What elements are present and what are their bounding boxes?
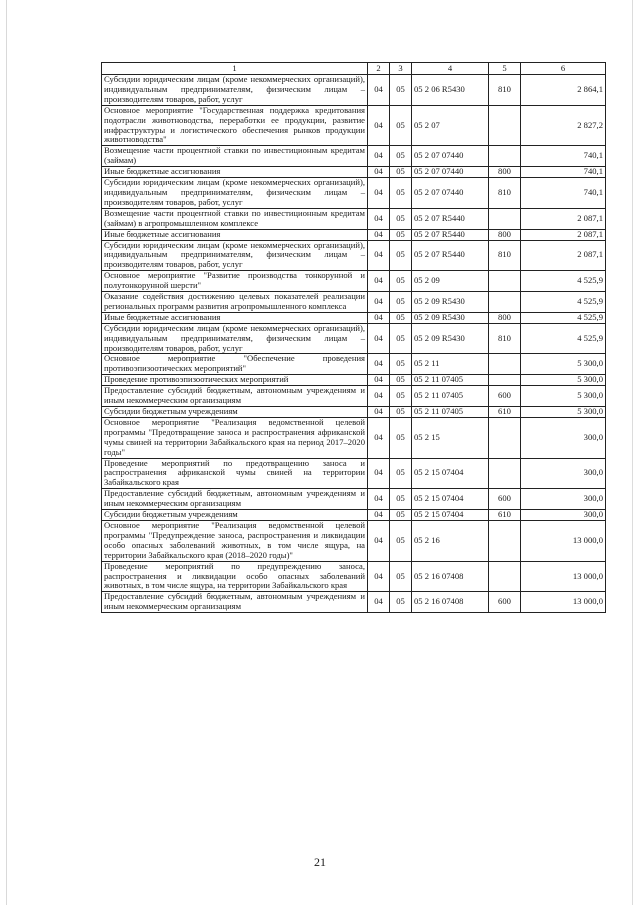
cell-expense-type — [489, 292, 521, 313]
cell-name: Предоставление субсидий бюджетным, автономным учреждениям и иным некоммерческим организациям — [102, 592, 368, 613]
cell-amount: 300,0 — [521, 417, 606, 458]
cell-subsection: 05 — [390, 229, 412, 240]
table-row — [102, 240, 606, 271]
cell-section: 04 — [368, 271, 390, 292]
cell-subsection: 05 — [390, 407, 412, 418]
cell-target-article: 05 2 07 R5440 — [412, 208, 489, 229]
cell-section: 04 — [368, 386, 390, 407]
cell-name: Предоставление субсидий бюджетным, автономным учреждениям и иным некоммерческим организациям — [102, 386, 368, 407]
table-row — [102, 510, 606, 521]
cell-target-article: 05 2 15 07404 — [412, 489, 489, 510]
cell-subsection: 05 — [390, 146, 412, 167]
cell-amount: 13 000,0 — [521, 561, 606, 592]
cell-name: Проведение противоэпизоотических мероприятий — [102, 375, 368, 386]
cell-name: Субсидии юридическим лицам (кроме некоммерческих организаций), индивидуальным предпринимателям, физическим лицам – производителям товаров, работ, услуг — [102, 75, 368, 106]
table-row — [102, 312, 606, 323]
cell-name: Иные бюджетные ассигнования — [102, 167, 368, 178]
cell-subsection: 05 — [390, 510, 412, 521]
table-row — [102, 229, 606, 240]
cell-amount: 300,0 — [521, 510, 606, 521]
cell-subsection: 05 — [390, 105, 412, 146]
cell-name: Основное мероприятие "Государственная поддержка кредитования подотрасли животноводства, переработки ее продукции, развитие инфраструктуры и логистического обеспечения рынков продукции животноводства" — [102, 105, 368, 146]
cell-amount: 740,1 — [521, 167, 606, 178]
cell-amount: 13 000,0 — [521, 592, 606, 613]
cell-section: 04 — [368, 229, 390, 240]
table-header — [102, 63, 606, 75]
header-col-6: 6 — [521, 63, 606, 75]
table-row — [102, 561, 606, 592]
cell-name: Основное мероприятие "Развитие производства тонкорунной и полутонкорунной шерсти" — [102, 271, 368, 292]
header-col-4: 4 — [412, 63, 489, 75]
cell-target-article: 05 2 15 — [412, 417, 489, 458]
cell-subsection: 05 — [390, 167, 412, 178]
cell-section: 04 — [368, 178, 390, 209]
cell-expense-type — [489, 417, 521, 458]
cell-subsection: 05 — [390, 386, 412, 407]
header-row — [102, 63, 606, 75]
cell-expense-type: 600 — [489, 489, 521, 510]
cell-expense-type: 810 — [489, 178, 521, 209]
cell-amount: 300,0 — [521, 489, 606, 510]
cell-amount: 740,1 — [521, 146, 606, 167]
cell-target-article: 05 2 07 07440 — [412, 167, 489, 178]
cell-subsection: 05 — [390, 489, 412, 510]
cell-expense-type — [489, 208, 521, 229]
cell-expense-type: 810 — [489, 75, 521, 106]
header-col-1: 1 — [102, 63, 368, 75]
cell-amount: 2 087,1 — [521, 229, 606, 240]
table-row — [102, 592, 606, 613]
cell-name: Основное мероприятие "Реализация ведомственной целевой программы "Предотвращение заноса и распространения африканской чумы свиней на территории Забайкальского края на период 2017–2020 годы" — [102, 417, 368, 458]
cell-section: 04 — [368, 489, 390, 510]
cell-subsection: 05 — [390, 271, 412, 292]
cell-expense-type: 610 — [489, 407, 521, 418]
cell-expense-type: 600 — [489, 592, 521, 613]
cell-subsection: 05 — [390, 354, 412, 375]
table-row — [102, 167, 606, 178]
table-row — [102, 146, 606, 167]
cell-section: 04 — [368, 146, 390, 167]
cell-subsection: 05 — [390, 178, 412, 209]
cell-target-article: 05 2 09 — [412, 271, 489, 292]
cell-name: Проведение мероприятий по предотвращению заноса и распространения африканской чумы свиней на территории Забайкальского края — [102, 458, 368, 489]
cell-section: 04 — [368, 520, 390, 561]
cell-target-article: 05 2 07 R5440 — [412, 229, 489, 240]
table-row — [102, 354, 606, 375]
cell-name: Основное мероприятие "Обеспечение проведения противоэпизоотических мероприятий" — [102, 354, 368, 375]
table-row — [102, 292, 606, 313]
cell-section: 04 — [368, 167, 390, 178]
cell-expense-type — [489, 146, 521, 167]
cell-amount: 4 525,9 — [521, 292, 606, 313]
cell-section: 04 — [368, 208, 390, 229]
cell-section: 04 — [368, 561, 390, 592]
cell-amount: 4 525,9 — [521, 312, 606, 323]
header-col-2: 2 — [368, 63, 390, 75]
cell-expense-type: 800 — [489, 229, 521, 240]
scan-edge-left — [6, 0, 7, 905]
cell-amount: 5 300,0 — [521, 354, 606, 375]
cell-section: 04 — [368, 417, 390, 458]
cell-target-article: 05 2 16 — [412, 520, 489, 561]
cell-target-article: 05 2 07 07440 — [412, 178, 489, 209]
cell-name: Иные бюджетные ассигнования — [102, 229, 368, 240]
cell-section: 04 — [368, 292, 390, 313]
table-row — [102, 208, 606, 229]
cell-amount: 13 000,0 — [521, 520, 606, 561]
cell-section: 04 — [368, 592, 390, 613]
cell-target-article: 05 2 09 R5430 — [412, 292, 489, 313]
cell-amount: 5 300,0 — [521, 407, 606, 418]
cell-name: Субсидии юридическим лицам (кроме некоммерческих организаций), индивидуальным предпринимателям, физическим лицам – производителям товаров, работ, услуг — [102, 178, 368, 209]
cell-amount: 5 300,0 — [521, 375, 606, 386]
cell-target-article: 05 2 16 07408 — [412, 592, 489, 613]
cell-name: Оказание содействия достижению целевых показателей реализации региональных программ развития агропромышленного комплекса — [102, 292, 368, 313]
cell-target-article: 05 2 11 — [412, 354, 489, 375]
cell-expense-type: 810 — [489, 240, 521, 271]
table-row — [102, 105, 606, 146]
table-row — [102, 520, 606, 561]
cell-name: Субсидии бюджетным учреждениям — [102, 510, 368, 521]
cell-expense-type: 610 — [489, 510, 521, 521]
cell-expense-type — [489, 561, 521, 592]
budget-table — [101, 62, 606, 613]
cell-name: Субсидии юридическим лицам (кроме некоммерческих организаций), индивидуальным предпринимателям, физическим лицам – производителям товаров, работ, услуг — [102, 240, 368, 271]
cell-name: Субсидии юридическим лицам (кроме некоммерческих организаций), индивидуальным предпринимателям, физическим лицам – производителям товаров, работ, услуг — [102, 323, 368, 354]
cell-name: Возмещение части процентной ставки по инвестиционным кредитам (займам) — [102, 146, 368, 167]
cell-subsection: 05 — [390, 417, 412, 458]
cell-target-article: 05 2 15 07404 — [412, 458, 489, 489]
cell-amount: 300,0 — [521, 458, 606, 489]
cell-target-article: 05 2 11 07405 — [412, 386, 489, 407]
cell-expense-type: 810 — [489, 323, 521, 354]
cell-target-article: 05 2 07 07440 — [412, 146, 489, 167]
cell-section: 04 — [368, 407, 390, 418]
cell-name: Предоставление субсидий бюджетным, автономным учреждениям и иным некоммерческим организациям — [102, 489, 368, 510]
cell-subsection: 05 — [390, 323, 412, 354]
cell-expense-type — [489, 271, 521, 292]
scan-edge-right — [632, 0, 633, 905]
cell-subsection: 05 — [390, 458, 412, 489]
cell-expense-type: 600 — [489, 386, 521, 407]
cell-subsection: 05 — [390, 561, 412, 592]
cell-amount: 4 525,9 — [521, 271, 606, 292]
table-row — [102, 489, 606, 510]
cell-name: Проведение мероприятий по предупреждению заноса, распространения и ликвидации особо опасных заболеваний животных, в том числе ящура, на территории Забайкальского края — [102, 561, 368, 592]
header-col-5: 5 — [489, 63, 521, 75]
cell-subsection: 05 — [390, 375, 412, 386]
cell-section: 04 — [368, 105, 390, 146]
cell-subsection: 05 — [390, 75, 412, 106]
cell-name: Основное мероприятие "Реализация ведомственной целевой программы "Предупреждение заноса, распространения и ликвидации особо опасных заболеваний животных, в том числе ящура, на территории Забайкальского края (2018–2020 годы)" — [102, 520, 368, 561]
table-row — [102, 271, 606, 292]
table-row — [102, 178, 606, 209]
cell-expense-type: 800 — [489, 167, 521, 178]
cell-subsection: 05 — [390, 520, 412, 561]
cell-amount: 2 087,1 — [521, 240, 606, 271]
cell-subsection: 05 — [390, 208, 412, 229]
cell-subsection: 05 — [390, 312, 412, 323]
cell-target-article: 05 2 11 07405 — [412, 375, 489, 386]
cell-target-article: 05 2 07 — [412, 105, 489, 146]
cell-amount: 4 525,9 — [521, 323, 606, 354]
cell-target-article: 05 2 06 R5430 — [412, 75, 489, 106]
cell-section: 04 — [368, 75, 390, 106]
table-row — [102, 323, 606, 354]
cell-expense-type — [489, 354, 521, 375]
cell-target-article: 05 2 11 07405 — [412, 407, 489, 418]
cell-name: Субсидии бюджетным учреждениям — [102, 407, 368, 418]
table-row — [102, 417, 606, 458]
cell-amount: 2 827,2 — [521, 105, 606, 146]
cell-section: 04 — [368, 354, 390, 375]
cell-expense-type — [489, 105, 521, 146]
cell-section: 04 — [368, 510, 390, 521]
table-row — [102, 386, 606, 407]
cell-target-article: 05 2 09 R5430 — [412, 323, 489, 354]
header-col-3: 3 — [390, 63, 412, 75]
cell-target-article: 05 2 09 R5430 — [412, 312, 489, 323]
cell-section: 04 — [368, 458, 390, 489]
table-row — [102, 375, 606, 386]
cell-section: 04 — [368, 323, 390, 354]
cell-subsection: 05 — [390, 592, 412, 613]
table-row — [102, 458, 606, 489]
cell-amount: 740,1 — [521, 178, 606, 209]
table-body — [102, 75, 606, 613]
cell-subsection: 05 — [390, 292, 412, 313]
page-number: 21 — [314, 855, 326, 869]
cell-amount: 5 300,0 — [521, 386, 606, 407]
cell-expense-type — [489, 458, 521, 489]
cell-expense-type — [489, 520, 521, 561]
cell-amount: 2 087,1 — [521, 208, 606, 229]
table-row — [102, 407, 606, 418]
cell-section: 04 — [368, 240, 390, 271]
cell-name: Иные бюджетные ассигнования — [102, 312, 368, 323]
cell-subsection: 05 — [390, 240, 412, 271]
cell-target-article: 05 2 16 07408 — [412, 561, 489, 592]
cell-section: 04 — [368, 312, 390, 323]
cell-amount: 2 864,1 — [521, 75, 606, 106]
cell-target-article: 05 2 07 R5440 — [412, 240, 489, 271]
cell-target-article: 05 2 15 07404 — [412, 510, 489, 521]
table-row — [102, 75, 606, 106]
cell-section: 04 — [368, 375, 390, 386]
cell-expense-type: 800 — [489, 312, 521, 323]
cell-name: Возмещение части процентной ставки по инвестиционным кредитам (займам) в агропромышленном комплексе — [102, 208, 368, 229]
cell-expense-type — [489, 375, 521, 386]
